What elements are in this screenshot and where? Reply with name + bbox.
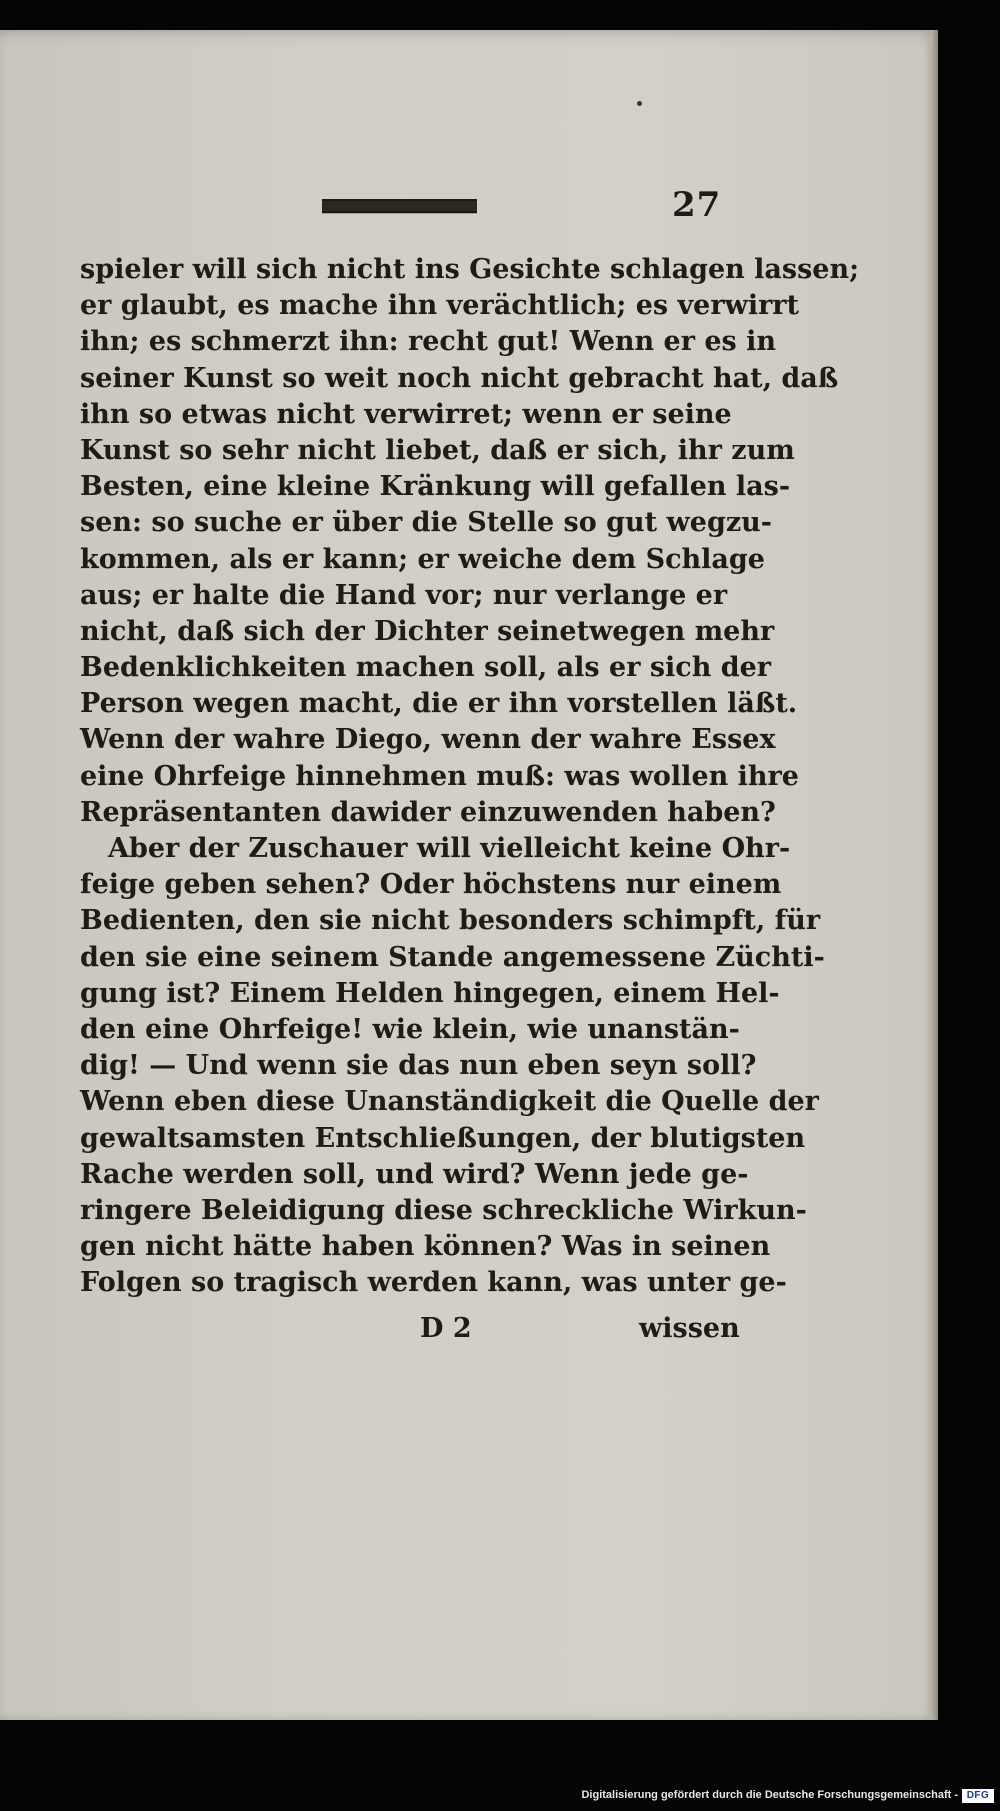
text-line: gewaltsamsten Entschließungen, der blutigsten <box>80 1122 806 1154</box>
body-text <box>80 252 860 1301</box>
text-line: Wenn der wahre Diego, wenn der wahre Essex <box>80 724 776 756</box>
text-line: Person wegen macht, die er ihn vorstellen läßt. <box>80 688 798 720</box>
ink-speck <box>637 101 642 106</box>
page-edge <box>930 30 938 1720</box>
text-line: den eine Ohrfeige! wie klein, wie unanstän- <box>80 1013 740 1045</box>
page-number: 27 <box>672 185 722 225</box>
text-line: ihn so etwas nicht verwirret; wenn er seine <box>80 398 732 430</box>
text-line: gen nicht hätte haben können? Was in seinen <box>80 1231 771 1263</box>
text-line: Bedienten, den sie nicht besonders schimpft, für <box>80 905 821 937</box>
text-line: Besten, eine kleine Kränkung will gefallen las- <box>80 471 791 503</box>
dfg-logo: DFG <box>962 1789 994 1803</box>
text-line: nicht, daß sich der Dichter seinetwegen mehr <box>80 615 775 647</box>
text-line: Bedenklichkeiten machen soll, als er sich der <box>80 652 772 684</box>
text-line: feige geben sehen? Oder höchstens nur einem <box>80 869 782 901</box>
text-line: den sie eine seinem Stande angemessene Züchti- <box>80 941 825 973</box>
text-line: dig! — Und wenn sie das nun eben seyn soll? <box>80 1050 757 1082</box>
catchword: wissen <box>639 1313 740 1344</box>
text-line: kommen, als er kann; er weiche dem Schlage <box>80 543 765 575</box>
signature-mark: D 2 <box>420 1313 472 1344</box>
text-line: seiner Kunst so weit noch nicht gebracht hat, daß <box>80 362 839 394</box>
text-line: eine Ohrfeige hinnehmen muß: was wollen ihre <box>80 760 799 792</box>
text-line: sen: so suche er über die Stelle so gut wegzu- <box>80 507 772 539</box>
text-line: Repräsentanten dawider einzuwenden haben? <box>80 796 776 828</box>
text-line: Aber der Zuschauer will vielleicht keine Ohr- <box>108 833 791 864</box>
text-line: Kunst so sehr nicht liebet, daß er sich, ihr zum <box>80 434 795 466</box>
text-line: spieler will sich nicht ins Gesichte schlagen lassen; <box>80 254 860 285</box>
text-line: gung ist? Einem Helden hingegen, einem Hel- <box>80 977 780 1009</box>
credit-text: Digitalisierung gefördert durch die Deutsche Forschungsgemeinschaft - <box>581 1789 958 1801</box>
text-line: Wenn eben diese Unanständigkeit die Quelle der <box>80 1086 819 1118</box>
text-line: ihn; es schmerzt ihn: recht gut! Wenn er es in <box>80 326 777 358</box>
header-rule <box>322 199 477 213</box>
text-line: aus; er halte die Hand vor; nur verlange er <box>80 579 728 611</box>
text-line: Rache werden soll, und wird? Wenn jede ge- <box>80 1158 749 1190</box>
text-line: er glaubt, es mache ihn verächtlich; es verwirrt <box>80 290 799 322</box>
text-line: ringere Beleidigung diese schreckliche Wirkun- <box>80 1194 807 1226</box>
text-line: Folgen so tragisch werden kann, was unter ge- <box>80 1267 787 1299</box>
credit-bar <box>0 1785 1000 1811</box>
